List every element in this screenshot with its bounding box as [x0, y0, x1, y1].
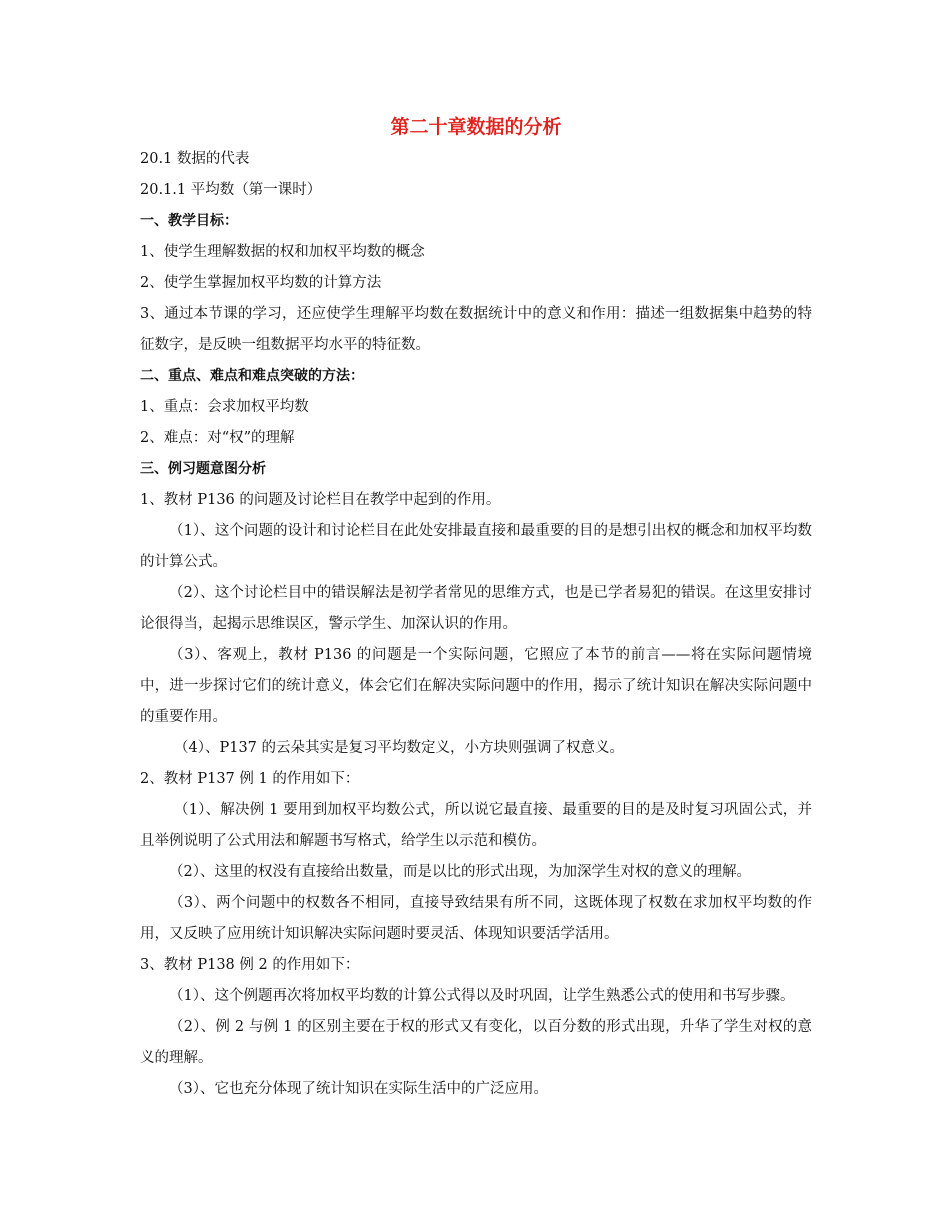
analysis-point: （1）、这个例题再次将加权平均数的计算公式得以及时巩固，让学生熟悉公式的使用和书写步骤。: [169, 988, 795, 1004]
document-page: [140, 113, 812, 1105]
analysis-heading: 三、例习题意图分析: [140, 461, 266, 477]
analysis-point: （3）、客观上，教材 P136 的问题是一个实际问题，它照应了本节的前言——将在实际问题情境中，进一步探讨它们的统计意义，体会它们在解决实际问题中的作用，揭示了统计知识在解决实际问题中的重要作用。: [140, 647, 812, 725]
analysis-item-3-label: 3、教材 P138 例 2 的作用如下：: [140, 957, 360, 973]
analysis-point: （2）、这个讨论栏目中的错误解法是初学者常见的思维方式，也是已学者易犯的错误。在这里安排讨论很得当，起揭示思维误区，警示学生、加深认识的作用。: [140, 585, 812, 632]
key-points-heading: 二、重点、难点和难点突破的方法：: [140, 368, 364, 384]
analysis-item-1-label: 1、教材 P136 的问题及讨论栏目在教学中起到的作用。: [140, 492, 501, 508]
key-point-item: 1、重点：会求加权平均数: [140, 399, 309, 415]
analysis-point: （3）、两个问题中的权数各不相同，直接导致结果有所不同，这既体现了权数在求加权平均数的作用，又反映了应用统计知识解决实际问题时要灵活、体现知识要活学活用。: [140, 895, 812, 942]
section-heading: 20.1 数据的代表: [140, 151, 250, 167]
objective-item: 1、使学生理解数据的权和加权平均数的概念: [140, 244, 425, 260]
subsection-heading: 20.1.1 平均数（第一课时）: [140, 182, 322, 198]
analysis-point: （2）、例 2 与例 1 的区别主要在于权的形式又有变化，以百分数的形式出现，升华了学生对权的意义的理解。: [140, 1019, 812, 1066]
document-title: 第二十章数据的分析: [390, 116, 562, 138]
objective-item: 3、通过本节课的学习，还应使学生理解平均数在数据统计中的意义和作用：描述一组数据集中趋势的特征数字，是反映一组数据平均水平的特征数。: [140, 306, 812, 353]
analysis-item-2-label: 2、教材 P137 例 1 的作用如下：: [140, 771, 360, 787]
analysis-point: （3）、它也充分体现了统计知识在实际生活中的广泛应用。: [169, 1081, 548, 1097]
analysis-point: （2）、这里的权没有直接给出数量，而是以比的形式出现，为加深学生对权的意义的理解。: [169, 864, 751, 880]
objectives-heading: 一、教学目标：: [140, 213, 238, 229]
objective-item: 2、使学生掌握加权平均数的计算方法: [140, 275, 382, 291]
analysis-point: （1）、解决例 1 要用到加权平均数公式，所以说它最直接、最重要的目的是及时复习巩固公式，并且举例说明了公式用法和解题书写格式，给学生以示范和模仿。: [140, 802, 812, 849]
analysis-point: （1）、这个问题的设计和讨论栏目在此处安排最直接和最重要的目的是想引出权的概念和加权平均数的计算公式。: [140, 523, 812, 570]
key-point-item: 2、难点：对“权”的理解: [140, 430, 295, 446]
analysis-point: （4）、P137 的云朵其实是复习平均数定义，小方块则强调了权意义。: [174, 740, 625, 756]
